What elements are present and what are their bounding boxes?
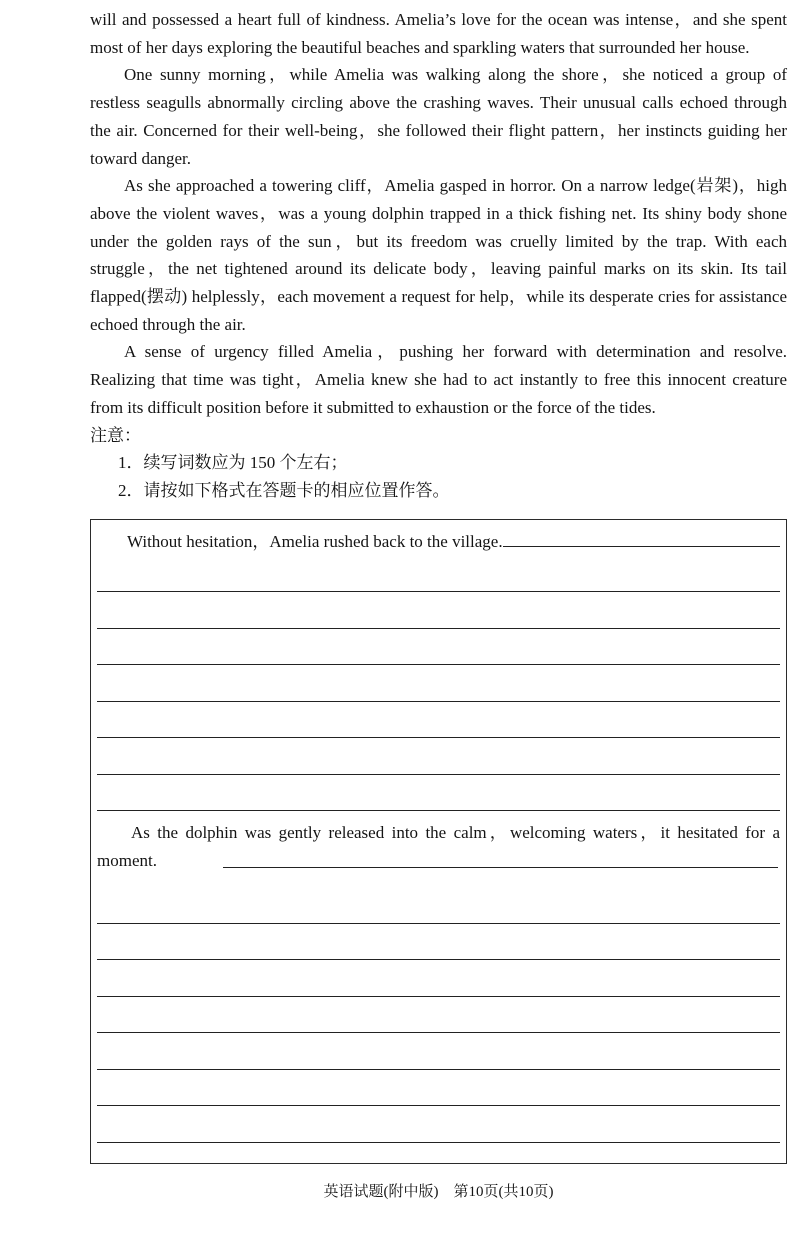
- writing-line: [97, 960, 780, 997]
- notes-title: 注意：: [90, 425, 141, 445]
- passage-paragraph-4: A sense of urgency filled Amelia，pushing her forward with determination and resolve. Realizing that time was tight，Amelia knew she had to act instantly to free this innocent creature from its difficult position before it submitted to exhaustion or the force of the tides.: [90, 342, 787, 417]
- writing-line: [97, 592, 780, 629]
- writing-line: [97, 924, 780, 961]
- writing-line: [97, 556, 780, 593]
- passage-paragraph-2: One sunny morning，while Amelia was walking along the shore，she noticed a group of restless seagulls abnormally circling above the crashing waves. Their unusual calls echoed through the air. Concerned for their well-being，she followed their flight pattern，her instincts guiding her toward danger.: [90, 65, 787, 168]
- notes-section: [90, 422, 787, 505]
- answer-box: [90, 519, 787, 1164]
- writing-line: [97, 629, 780, 666]
- note-item-2: 2．请按如下格式在答题卡的相应位置作答。: [118, 480, 450, 500]
- writing-lines-group-2: [97, 887, 780, 1143]
- answer-underline-2: [223, 867, 778, 868]
- footer-text: 英语试题(附中版) 第10页(共10页): [323, 1183, 554, 1200]
- writing-line: [97, 665, 780, 702]
- note-item-1: 1．续写词数应为 150 个左右；: [118, 453, 348, 473]
- page-footer: [90, 1180, 787, 1201]
- prompt-2-text: As the dolphin was gently released into the calm，welcoming waters，it hesitated for a moment.: [97, 823, 780, 871]
- writing-line: [97, 1033, 780, 1070]
- writing-line: [97, 775, 780, 812]
- writing-line: [97, 887, 780, 924]
- writing-line: [97, 738, 780, 775]
- prompt-1-row: [97, 528, 780, 556]
- writing-line: [97, 997, 780, 1034]
- writing-line: [97, 1070, 780, 1107]
- passage-paragraph-3: As she approached a towering cliff，Amelia gasped in horror. On a narrow ledge(岩架)，high above the violent waves，was a young dolphin trapped in a thick fishing net. Its shiny body shone under the golden rays of the sun，but its freedom was cruelly limited by the trap. With each struggle，the net tightened around its delicate body，leaving painful marks on its skin. Its tail flapped(摆动) helplessly，each movement a request for help，while its desperate cries for assistance echoed through the air.: [90, 176, 787, 334]
- prompt-1-text: Without hesitation，Amelia rushed back to the village.: [127, 531, 503, 551]
- passage-paragraph-1: will and possessed a heart full of kindness. Amelia’s love for the ocean was intense，and she spent most of her days exploring the beautiful beaches and sparkling waters that surrounded her house.: [90, 10, 787, 57]
- prompt-2-paragraph: [97, 819, 780, 875]
- writing-lines-group-1: [97, 556, 780, 812]
- reading-passage: [90, 6, 787, 422]
- writing-line: [97, 1106, 780, 1143]
- writing-line: [97, 702, 780, 739]
- answer-underline-1: [503, 546, 780, 547]
